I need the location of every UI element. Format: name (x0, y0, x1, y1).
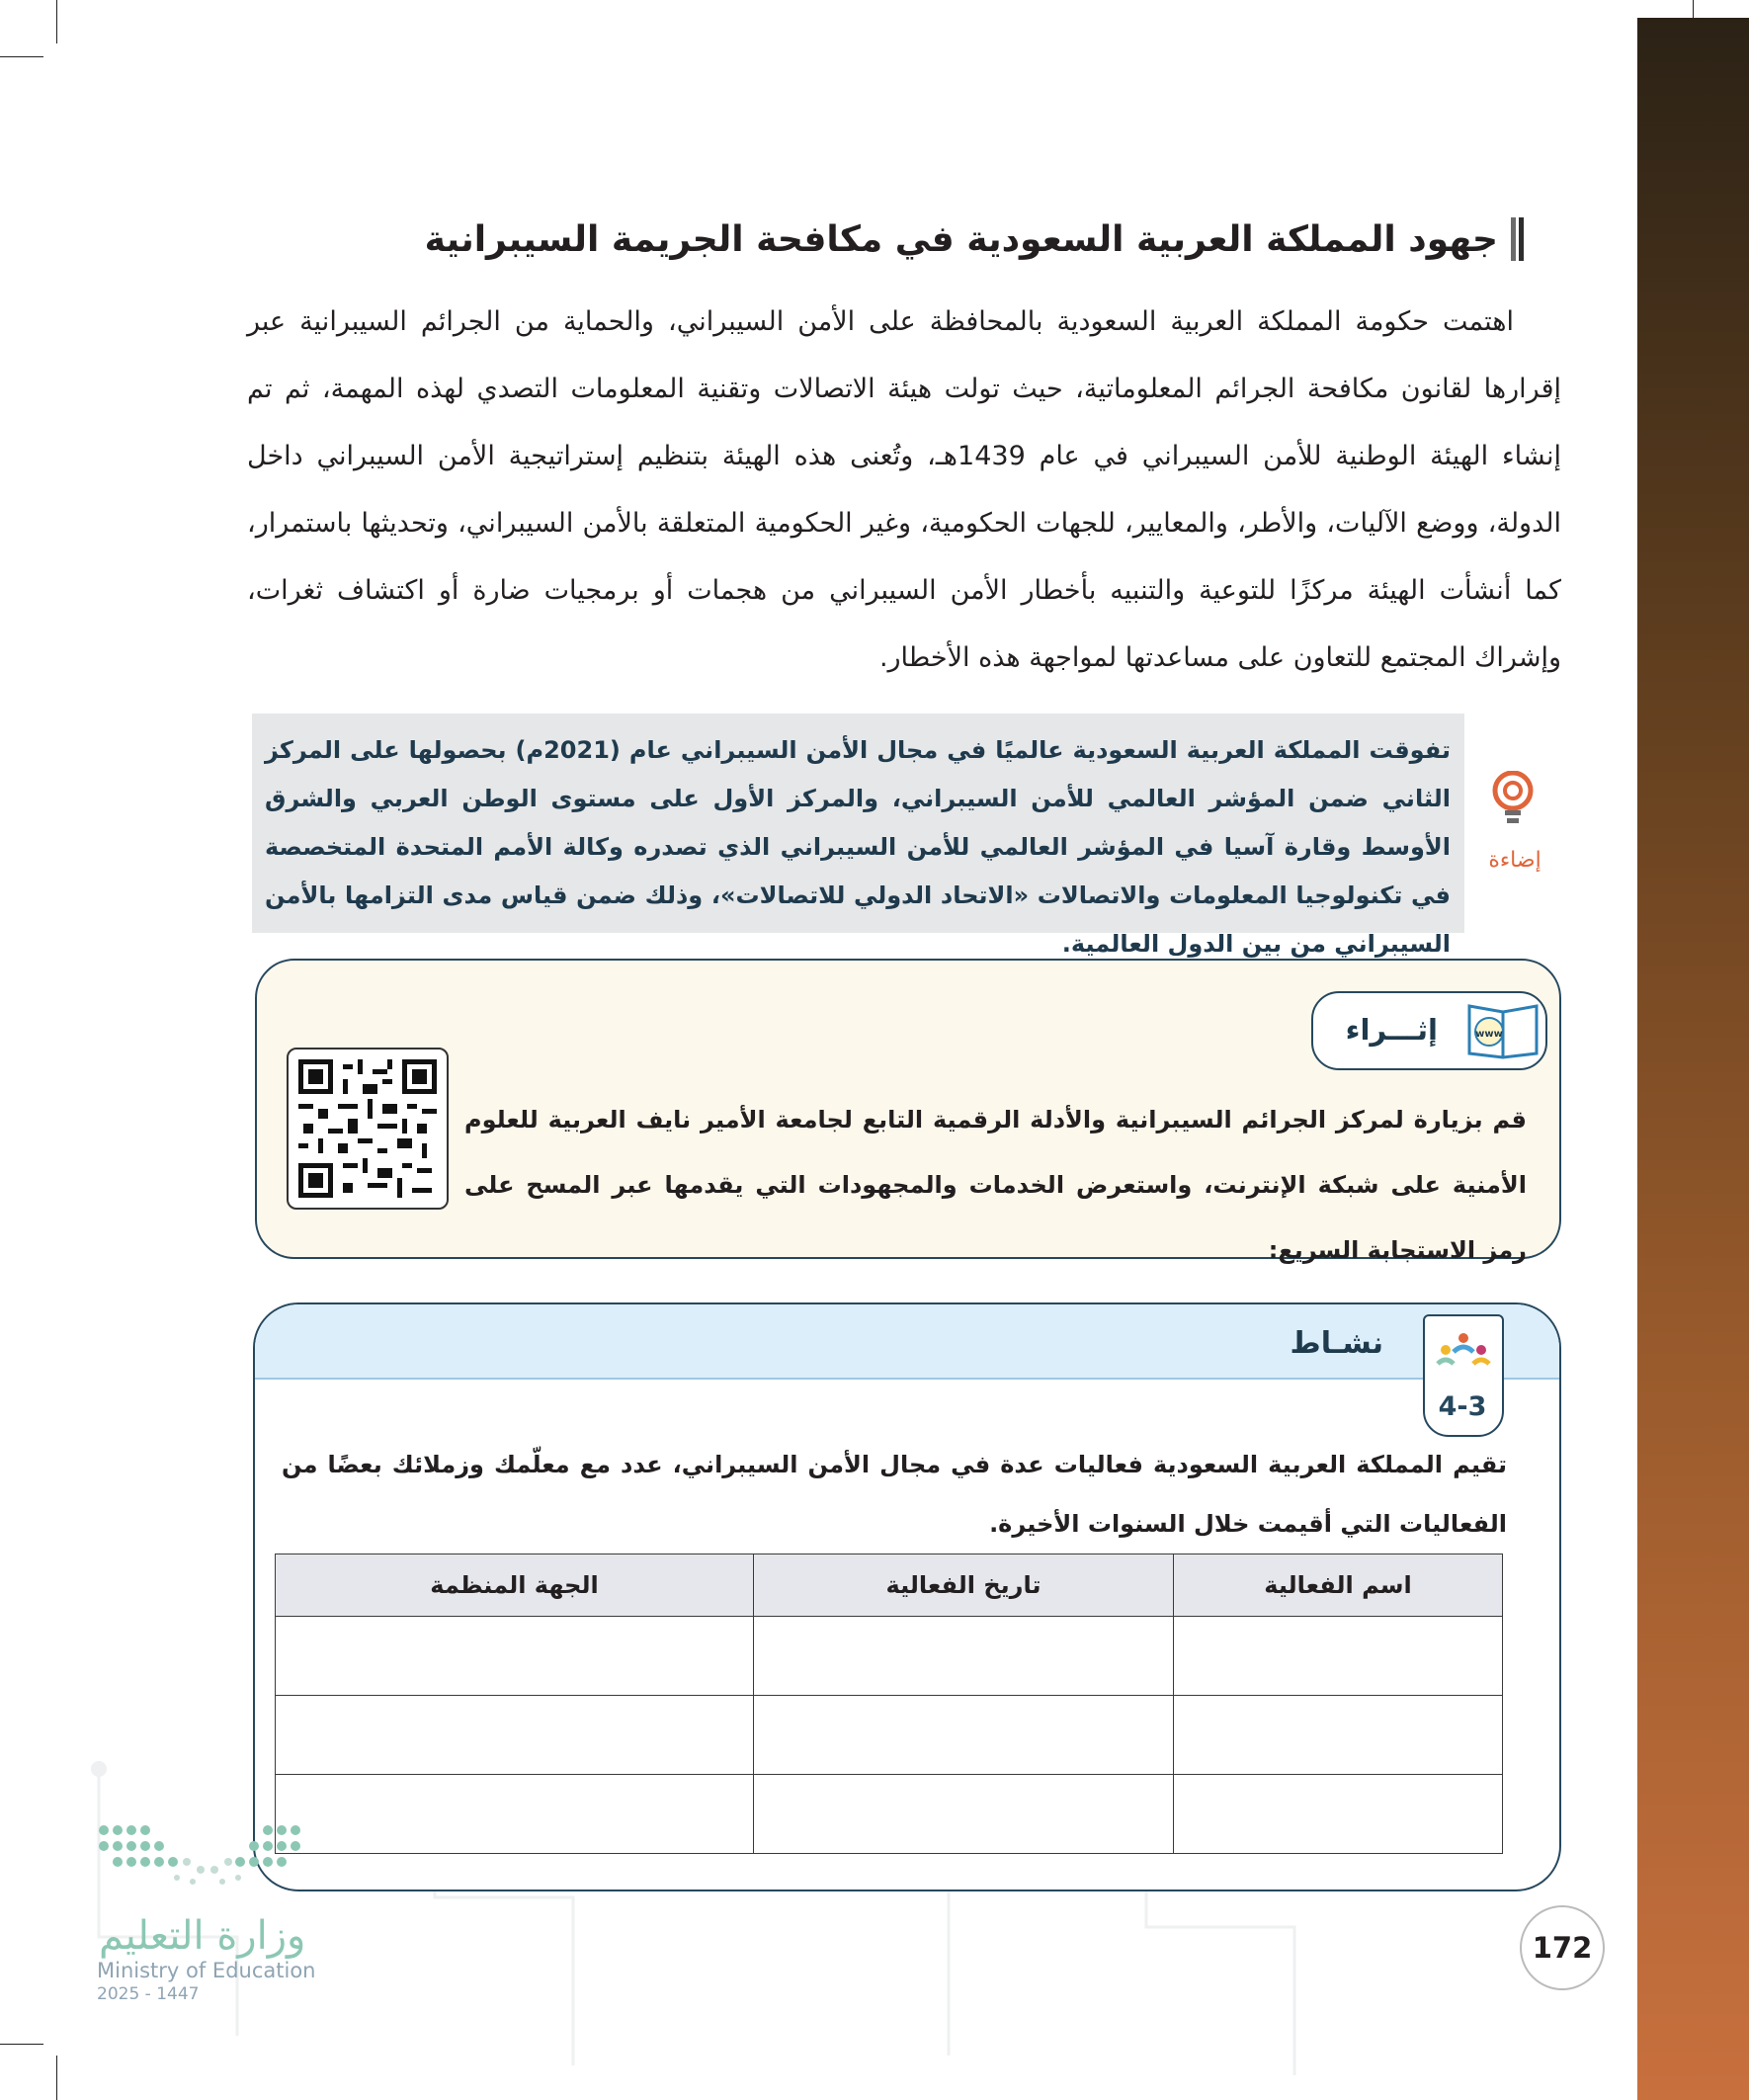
qr-code[interactable] (287, 1048, 449, 1210)
idaa-text: تفوقت المملكة العربية السعودية عالميًا في مجال الأمن السيبراني عام (2021م) بحصولها على المركز الثاني ضمن المؤشر العالمي للأمن السيبراني، والمركز الأول على مستوى الوطن العربي والشرق الأوسط وقارة آسيا في المؤشر العالمي للأمن السيبراني الذي تصدره وكالة الأمم المتحدة المتخصصة في تكنولوجيا المعلومات والاتصالات «الاتحاد الدولي للاتصالات»، وذلك ضمن قياس مدى التزامها بالأمن السيبراني من بين الدول العالمية. (265, 736, 1451, 958)
ministry-logo-icon (94, 1818, 321, 1907)
table-row (276, 1617, 1503, 1696)
crop-mark (56, 2056, 57, 2100)
ithraa-label: إثـــراء (1345, 1013, 1438, 1047)
column-header: الجهة المنظمة (276, 1554, 754, 1617)
table-cell[interactable] (1174, 1617, 1503, 1696)
qr-code-icon (298, 1059, 437, 1198)
title-marker-icon (1510, 217, 1524, 261)
table-cell[interactable] (1174, 1775, 1503, 1854)
table-row (276, 1696, 1503, 1775)
section-header (425, 217, 1524, 261)
page-title: جهود المملكة العربية السعودية في مكافحة الجريمة السيبرانية (424, 218, 1498, 260)
page-edge-decoration (1637, 18, 1749, 2100)
activity-label: نشـاط (1290, 1326, 1383, 1361)
table-header-row (276, 1554, 1503, 1617)
www-label: www (1475, 1029, 1503, 1040)
ministry-english-name: Ministry of Education (97, 1959, 316, 1982)
table-cell[interactable] (754, 1696, 1174, 1775)
activity-table (275, 1554, 1503, 1854)
table-cell[interactable] (754, 1617, 1174, 1696)
edition-year: 2025 - 1447 (97, 1984, 200, 2004)
idaa-label: إضاءة (1488, 848, 1541, 873)
table-cell[interactable] (276, 1696, 754, 1775)
crop-mark (0, 2044, 43, 2045)
lightbulb-icon (1490, 771, 1536, 826)
table-cell[interactable] (754, 1775, 1174, 1854)
activity-text: تقيم المملكة العربية السعودية فعاليات عدة في مجال الأمن السيبراني، عدد مع معلّمك وزملائك بعضًا من الفعاليات التي أقيمت خلال السنوات الأخيرة. (282, 1451, 1507, 1538)
intro-text: اهتمت حكومة المملكة العربية السعودية بالمحافظة على الأمن السيبراني، والحماية من الجرائم السيبرانية عبر إقرارها لقانون مكافحة الجرائم المعلوماتية، حيث تولت هيئة الاتصالات وتقنية المعلومات التصدي لهذه المهمة، ثم تم إنشاء الهيئة الوطنية للأمن السيبراني في عام 1439هـ، وتُعنى هذه الهيئة بتنظيم إستراتيجية الأمن السيبراني داخل الدولة، ووضع الآليات، والأطر، والمعايير، للجهات الحكومية، وغير الحكومية المتعلقة بالأمن السيبراني، وتحديثها باستمرار، كما أنشأت الهيئة مركزًا للتوعية والتنبيه بأخطار الأمن السيبراني من هجمات أو برمجيات ضارة أو اكتشاف ثغرات، وإشراك المجتمع للتعاون على مساعدتها لمواجهة هذه الأخطار. (247, 306, 1562, 673)
book-web-icon (1465, 998, 1541, 1059)
table-cell[interactable] (276, 1617, 754, 1696)
column-header: اسم الفعالية (1174, 1554, 1503, 1617)
table-row (276, 1775, 1503, 1854)
column-header: تاريخ الفعالية (754, 1554, 1174, 1617)
ministry-arabic-name: وزارة التعليم (99, 1913, 306, 1959)
table-cell[interactable] (1174, 1696, 1503, 1775)
people-icon (1434, 1330, 1493, 1380)
table-cell[interactable] (276, 1775, 754, 1854)
ithraa-text: قم بزيارة لمركز الجرائم السيبرانية والأدلة الرقمية التابع لجامعة الأمير نايف العربية للعلوم الأمنية على شبكة الإنترنت، واستعرض الخدمات والمجهودات التي يقدمها عبر المسح على رمز الاستجابة السريع: (464, 1106, 1527, 1264)
crop-mark (0, 56, 43, 57)
activity-number: 4-3 (1438, 1391, 1487, 1422)
intro-paragraph (247, 289, 1561, 692)
crop-mark (56, 0, 57, 43)
page-number: 172 (1520, 1905, 1605, 1990)
